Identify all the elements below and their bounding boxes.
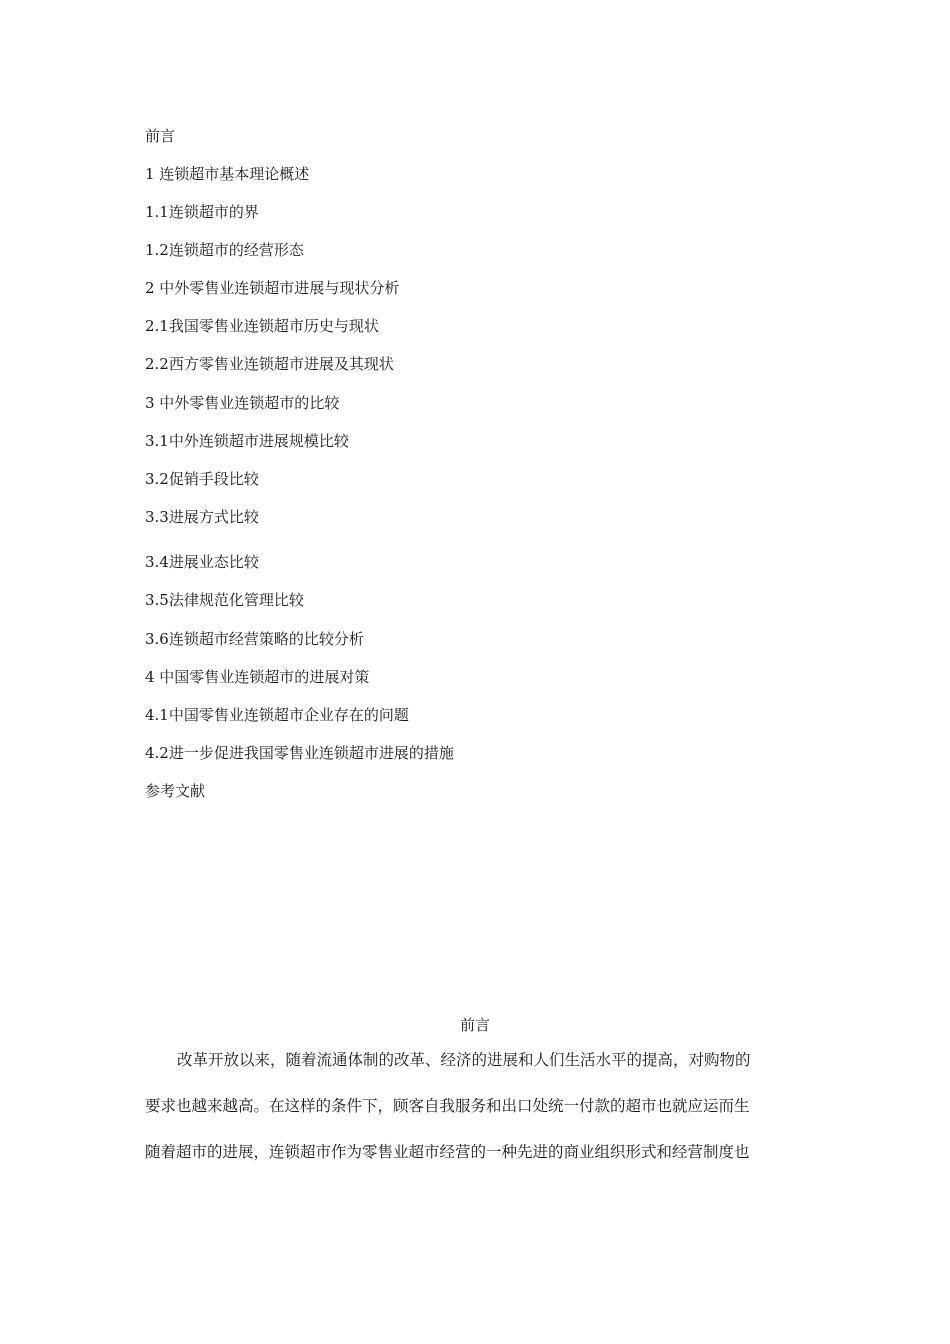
toc-item-section-2-2[interactable]: 2.2西方零售业连锁超市进展及其现状 [145,355,394,373]
toc-item-chapter-4[interactable]: 4 中国零售业连锁超市的进展对策 [145,668,370,686]
toc-item-chapter-1[interactable]: 1 连锁超市基本理论概述 [145,165,310,183]
toc-item-section-3-2[interactable]: 3.2促销手段比较 [145,470,259,488]
toc-item-section-3-5[interactable]: 3.5法律规范化管理比较 [145,591,304,609]
preface-heading: 前言 [459,1016,490,1034]
toc-item-section-3-4[interactable]: 3.4进展业态比较 [145,553,259,571]
toc-item-references[interactable]: 参考文献 [145,782,206,800]
body-line: 改革开放以来，随着流通体制的改革、经济的进展和人们生活水平的提高，对购物的 [177,1051,751,1069]
toc-item-chapter-3[interactable]: 3 中外零售业连锁超市的比较 [145,394,340,412]
toc-item-section-3-6[interactable]: 3.6连锁超市经营策略的比较分析 [145,630,364,648]
toc-item-section-3-1[interactable]: 3.1中外连锁超市进展规模比较 [145,432,349,450]
toc-item-section-1-2[interactable]: 1.2连锁超市的经营形态 [145,241,304,259]
body-line: 随着超市的进展，连锁超市作为零售业超市经营的一种先进的商业组织形式和经营制度也 [145,1143,750,1161]
toc-item-section-1-1[interactable]: 1.1连锁超市的界 [145,203,259,221]
toc-item-chapter-2[interactable]: 2 中外零售业连锁超市进展与现状分析 [145,279,400,297]
body-line: 要求也越来越高。在这样的条件下，顾客自我服务和出口处统一付款的超市也就应运而生 [145,1097,750,1115]
preface-body [145,1050,807,1162]
toc-item-section-4-2[interactable]: 4.2进一步促进我国零售业连锁超市进展的措施 [145,744,454,762]
toc-item-section-2-1[interactable]: 2.1我国零售业连锁超市历史与现状 [145,317,379,335]
toc-item-section-4-1[interactable]: 4.1中国零售业连锁超市企业存在的问题 [145,706,409,724]
toc-item-section-3-3[interactable]: 3.3进展方式比较 [145,508,259,526]
toc-item-preface[interactable]: 前言 [145,127,176,145]
